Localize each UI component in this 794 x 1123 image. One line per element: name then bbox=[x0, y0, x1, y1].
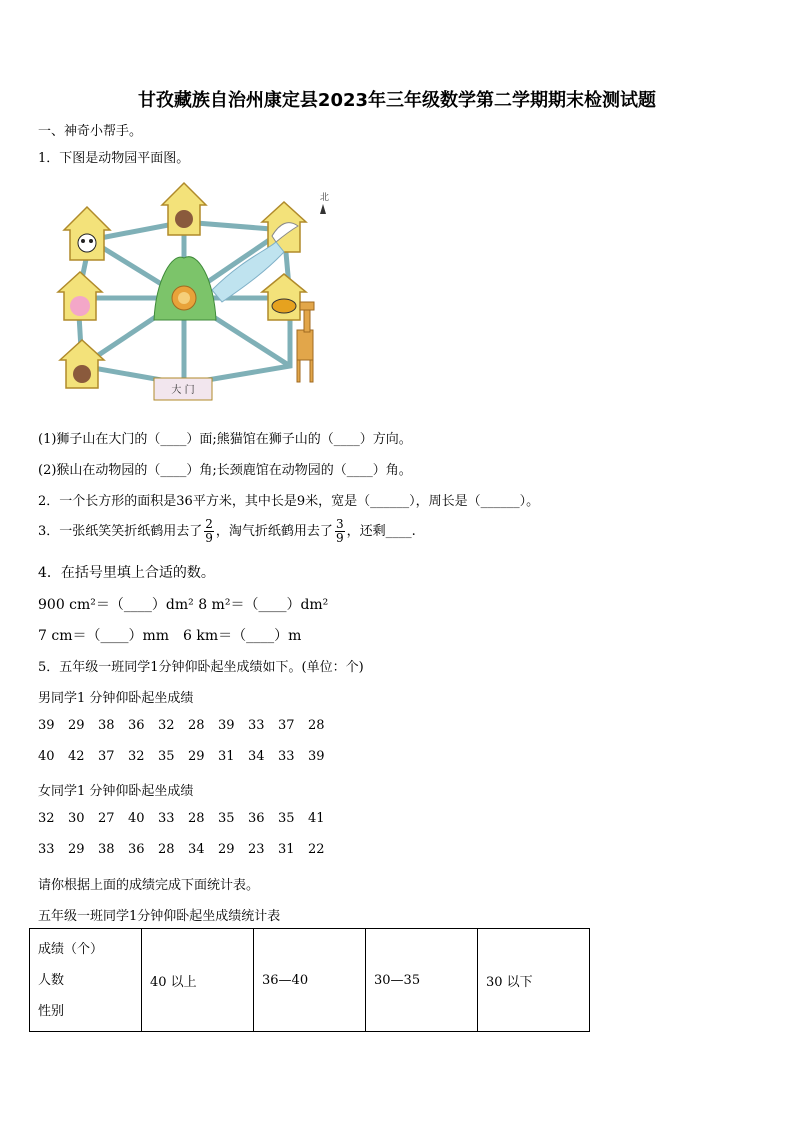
boys-scores-label: 男同学1 分钟仰卧起坐成绩 bbox=[38, 691, 194, 706]
instruction: 请你根据上面的成绩完成下面统计表。 bbox=[38, 878, 260, 893]
table-col-header: 30 以下 bbox=[478, 929, 590, 1032]
header-line-gender: 性别 bbox=[38, 1003, 65, 1019]
gate-label: 大 门 bbox=[171, 385, 195, 396]
question-5-stem: 5．五年级一班同学1分钟仰卧起坐成绩如下。(单位：个) bbox=[38, 660, 364, 675]
question-4-stem: 4．在括号里填上合适的数。 bbox=[38, 565, 215, 581]
table-row bbox=[30, 929, 590, 1032]
boys-scores-row-1: 39 29 38 36 32 28 39 33 37 28 bbox=[38, 718, 325, 733]
header-line-score: 成绩（个） bbox=[38, 941, 104, 957]
fraction-2-9: $\frac{2}{9}$ bbox=[205, 517, 213, 545]
question-1-stem: 1．下图是动物园平面图。 bbox=[38, 151, 190, 166]
zoo-map-image bbox=[52, 180, 342, 412]
fraction-3-9: $\frac{3}{9}$ bbox=[335, 517, 344, 545]
question-4-row-2: 7 cm＝（____）mm 6 km＝（____）m bbox=[38, 628, 302, 644]
question-1-part-2: (2)猴山在动物园的（____）角;长颈鹿馆在动物园的（____）角。 bbox=[38, 463, 412, 478]
table-col-header: 40 以上 bbox=[142, 929, 254, 1032]
girls-scores-row-2: 33 29 38 36 28 34 29 23 31 22 bbox=[38, 842, 325, 857]
table-header-cell bbox=[30, 929, 142, 1032]
north-label: 北 bbox=[320, 193, 330, 203]
question-3-text-post: ，还剩____. bbox=[346, 524, 416, 539]
question-4-row-1: 900 cm²＝（____）dm² 8 m²＝（____）dm² bbox=[38, 597, 329, 613]
table-col-header: 30—35 bbox=[366, 929, 478, 1032]
statistics-table bbox=[29, 928, 590, 1032]
question-3 bbox=[38, 518, 416, 545]
page-title: 甘孜藏族自治州康定县2023年三年级数学第二学期期末检测试题 bbox=[137, 90, 657, 111]
header-line-count: 人数 bbox=[38, 972, 65, 988]
girls-scores-label: 女同学1 分钟仰卧起坐成绩 bbox=[38, 784, 194, 799]
question-3-text-pre: 3．一张纸笑笑折纸鹤用去了 bbox=[38, 524, 203, 539]
table-col-header: 36—40 bbox=[254, 929, 366, 1032]
boys-scores-row-2: 40 42 37 32 35 29 31 34 33 39 bbox=[38, 749, 325, 764]
section-heading: 一、神奇小帮手。 bbox=[38, 124, 143, 139]
question-3-text-mid: ，淘气折纸鹤用去了 bbox=[215, 524, 333, 539]
question-1-part-1: (1)狮子山在大门的（____）面;熊猫馆在狮子山的（____）方向。 bbox=[38, 432, 412, 447]
girls-scores-row-1: 32 30 27 40 33 28 35 36 35 41 bbox=[38, 811, 325, 826]
question-2: 2．一个长方形的面积是36平方米，其中长是9米，宽是（______），周长是（______）。 bbox=[38, 494, 540, 509]
table-title: 五年级一班同学1分钟仰卧起坐成绩统计表 bbox=[38, 909, 281, 924]
